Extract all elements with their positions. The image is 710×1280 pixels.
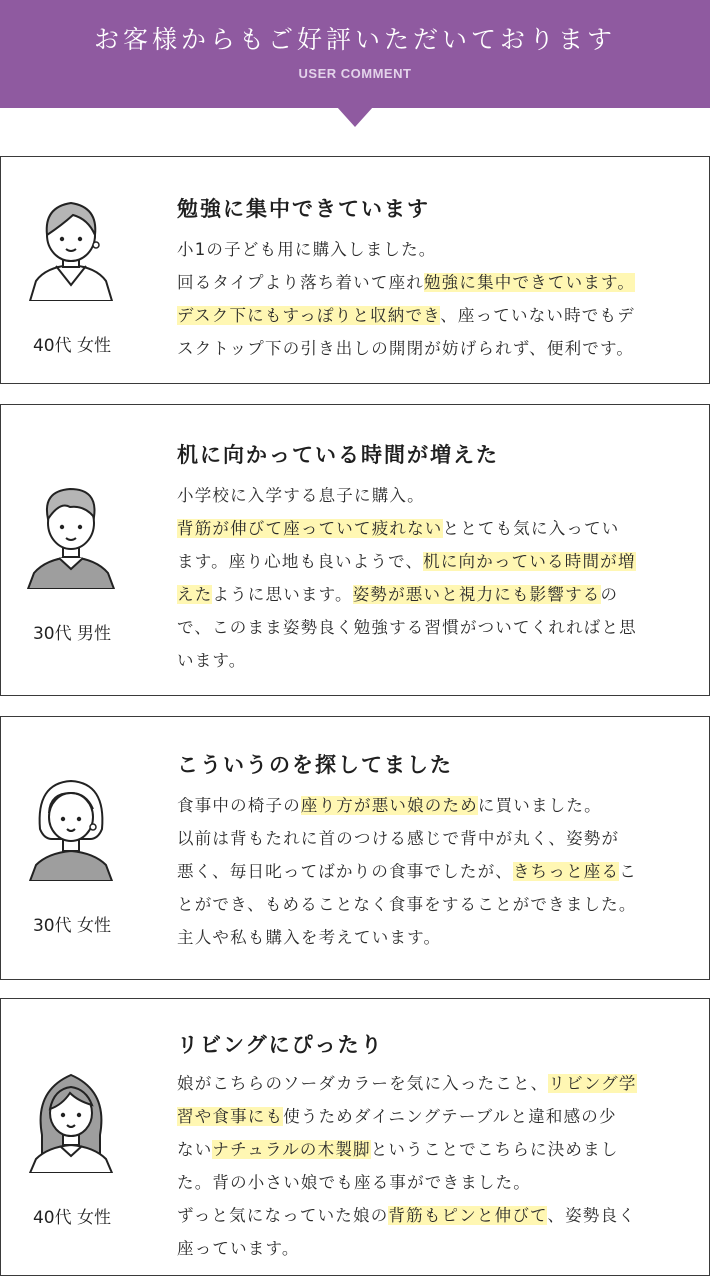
highlighted-text: きちっと座る: [512, 862, 620, 881]
review-text: 、姿勢良く: [547, 1206, 636, 1225]
review-line: [177, 512, 685, 545]
review-line: [177, 1100, 685, 1133]
highlighted-text: 背筋が伸びて座っていて疲れない: [177, 519, 443, 538]
review-body: [177, 1067, 685, 1265]
review-text: とができ、もめることなく食事をすることができました。: [177, 895, 637, 914]
review-body: [177, 479, 685, 677]
review-line: [177, 1067, 685, 1100]
header-arrow-icon: [337, 107, 373, 127]
review-title: 机に向かっている時間が増えた: [177, 443, 499, 467]
highlighted-text: えた: [177, 585, 213, 604]
reviewer-age: 40代 女性: [32, 1208, 112, 1228]
reviewer-age: 40代 女性: [32, 336, 112, 356]
review-text: 悪く、毎日叱ってばかりの食事でしたが、: [177, 862, 513, 881]
review-text: ととても気に入ってい: [442, 519, 620, 538]
review-text: の: [600, 585, 619, 604]
review-text: で、このまま姿勢良く勉強する習慣がついてくれればと思: [177, 618, 637, 637]
review-line: [177, 855, 685, 888]
man-icon: [26, 477, 116, 589]
highlighted-text: ナチュラルの木製脚: [212, 1140, 371, 1159]
review-line: [177, 479, 685, 512]
review-text: ように思います。: [212, 585, 353, 604]
highlighted-text: 勉強に集中できています。: [423, 273, 636, 292]
woman-long-hair-icon: [26, 1061, 116, 1173]
highlighted-text: デスク下にもすっぽりと収納でき: [177, 306, 441, 325]
review-line: [177, 299, 685, 332]
review-text: 小学校に入学する息子に購入。: [177, 486, 425, 505]
review-text: 以前は背もたれに首のつける感じで背中が丸く、姿勢が: [177, 829, 620, 848]
review-line: [177, 822, 685, 855]
highlighted-text: 座り方が悪い娘のため: [300, 796, 478, 815]
review-title: こういうのを探してました: [177, 753, 453, 777]
review-line: [177, 1232, 685, 1265]
review-line: [177, 789, 685, 822]
review-text: ます。座り心地も良いようで、: [177, 552, 424, 571]
highlighted-text: 習や食事にも: [177, 1107, 284, 1126]
highlighted-text: 机に向かっている時間が増: [423, 552, 636, 571]
review-text: 回るタイプより落ち着いて座れ: [177, 273, 424, 292]
review-line: [177, 1166, 685, 1199]
highlighted-text: リビング学: [548, 1074, 637, 1093]
review-line: [177, 888, 685, 921]
review-title: 勉強に集中できています: [177, 197, 430, 221]
review-text: ということでこちらに決めまし: [370, 1140, 619, 1159]
highlighted-text: 背筋もピンと伸びて: [388, 1206, 548, 1225]
review-text: 小1の子ども用に購入しました。: [177, 240, 437, 259]
review-line: [177, 1133, 685, 1166]
review-text: 座っています。: [177, 1239, 300, 1258]
review-text: こ: [619, 862, 637, 881]
review-line: [177, 611, 685, 644]
review-card: [0, 404, 710, 696]
review-line: [177, 578, 685, 611]
review-body: [177, 789, 685, 954]
review-text: います。: [177, 651, 247, 670]
review-line: [177, 332, 685, 365]
section-header: [0, 0, 710, 108]
review-line: [177, 233, 685, 266]
review-line: [177, 266, 685, 299]
review-text: ない: [177, 1140, 213, 1159]
review-title: リビングにぴったり: [177, 1033, 384, 1057]
review-line: [177, 644, 685, 677]
review-text: ずっと気になっていた娘の: [177, 1206, 389, 1225]
review-card: [0, 716, 710, 980]
header-title: お客様からもご好評いただいております: [93, 25, 616, 54]
reviewer-age: 30代 男性: [32, 624, 112, 644]
woman-short-hair-icon: [26, 189, 116, 301]
review-card: [0, 156, 710, 384]
review-card: [0, 998, 710, 1276]
review-text: 娘がこちらのソーダカラーを気に入ったこと、: [177, 1074, 549, 1093]
woman-bob-hair-icon: [26, 769, 116, 881]
review-line: [177, 545, 685, 578]
review-line: [177, 1199, 685, 1232]
review-text: 食事中の椅子の: [177, 796, 301, 815]
review-text: スクトップ下の引き出しの開閉が妨げられず、便利です。: [177, 339, 635, 358]
review-text: 使うためダイニングテーブルと違和感の少: [283, 1107, 617, 1126]
header-subtitle: USER COMMENT: [298, 66, 412, 81]
review-body: [177, 233, 685, 365]
reviewer-age: 30代 女性: [32, 916, 112, 936]
review-text: 主人や私も購入を考えています。: [177, 928, 442, 947]
review-line: [177, 921, 685, 954]
review-text: 、座っていない時でもデ: [440, 306, 635, 325]
review-text: に買いました。: [477, 796, 602, 815]
highlighted-text: 姿勢が悪いと視力にも影響する: [352, 585, 601, 604]
review-text: た。背の小さい娘でも座る事ができました。: [177, 1173, 531, 1192]
